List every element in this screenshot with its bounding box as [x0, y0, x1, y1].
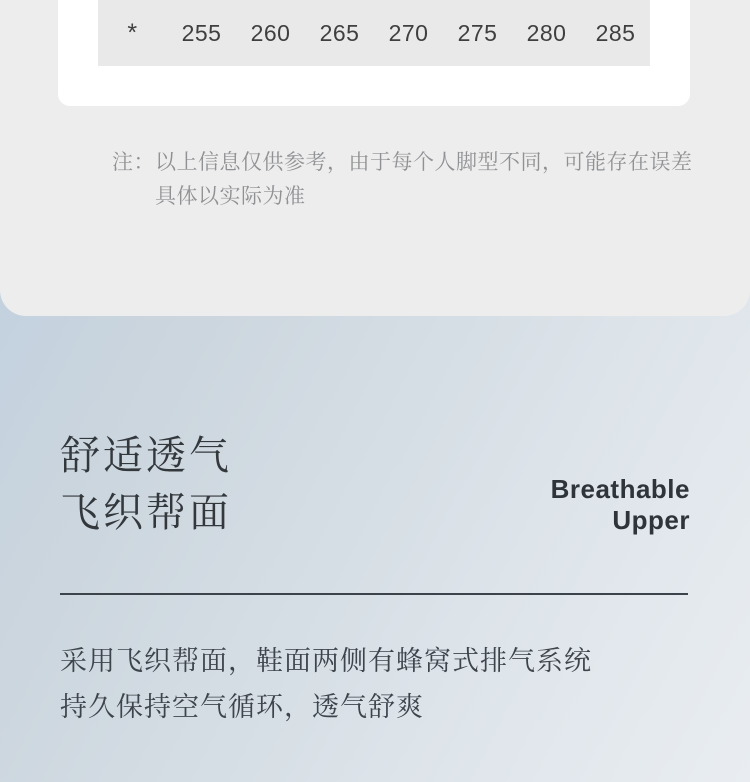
note-line-1: 以上信息仅供参考，由于每个人脚型不同，可能存在误差 [155, 151, 693, 174]
size-cell: 265 [319, 19, 360, 46]
size-chart-note [112, 146, 693, 214]
feature-title-zh-line1: 舒适透气 [60, 434, 232, 478]
note-lines [155, 146, 693, 214]
size-table-panel [58, 0, 690, 106]
size-cell: 275 [457, 19, 498, 46]
feature-title-en-line1: Breathable [550, 474, 690, 504]
feature-divider [60, 593, 688, 595]
note-label: 注： [112, 151, 155, 174]
note-line-2: 具体以实际为准 [155, 185, 306, 208]
size-chart-card [0, 0, 750, 316]
feature-desc-line2: 持久保持空气循环，透气舒爽 [60, 692, 424, 722]
size-cell: 280 [526, 19, 567, 46]
feature-title-zh [60, 428, 232, 542]
feature-desc-line1: 采用飞织帮面，鞋面两侧有蜂窝式排气系统 [60, 646, 592, 676]
feature-description [60, 638, 592, 730]
feature-title-zh-line2: 飞织帮面 [60, 491, 232, 535]
feature-header [60, 428, 690, 542]
feature-title-en-line2: Upper [612, 505, 690, 535]
size-cell: 270 [388, 19, 429, 46]
feature-title-en [551, 474, 690, 542]
size-cell: 285 [595, 19, 636, 46]
size-cell: 260 [250, 19, 291, 46]
size-cell-asterisk: * [127, 18, 138, 47]
size-cell: 255 [181, 19, 222, 46]
size-table-row [98, 0, 650, 66]
